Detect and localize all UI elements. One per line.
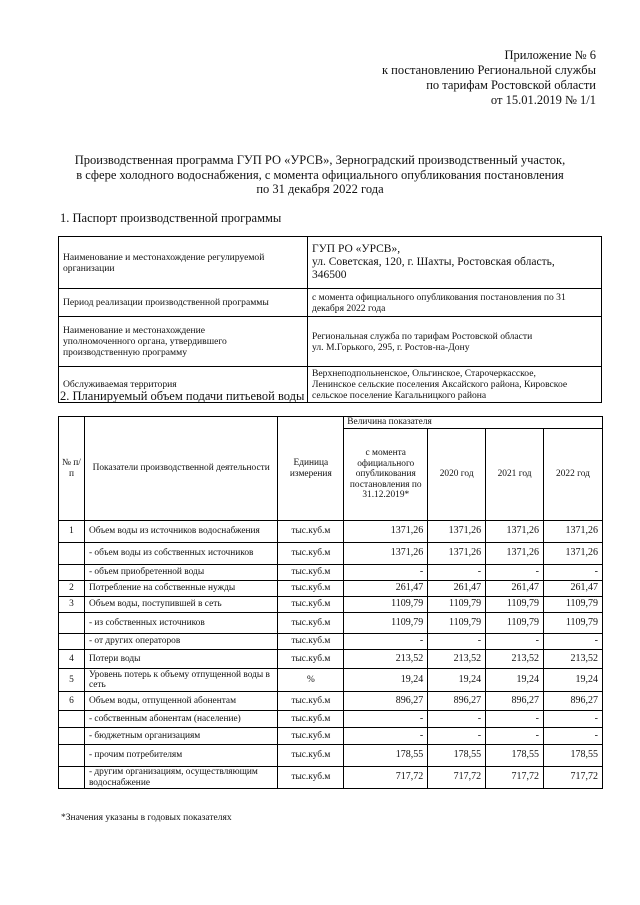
appendix-line-2: к постановлению Региональной службы [381,63,596,77]
table-row [59,565,603,581]
cell-value-period-0: 1109,79 [344,597,428,613]
cell-num [59,634,85,650]
table-row [59,767,603,789]
cell-num [59,565,85,581]
cell-value-2022: 213,52 [544,650,603,669]
table-row [59,692,603,711]
cell-num [59,711,85,728]
title-line-1: Производственная программа ГУП РО «УРСВ», Зерноградский производственный участок, [74,153,566,167]
passport-value-line: Региональная служба по тарифам Ростовской области [312,330,533,342]
cell-indicator: Уровень потерь к объему отпущенной воды в сеть [84,669,277,692]
cell-value-period-0: 1371,26 [344,521,428,543]
cell-unit: тыс.куб.м [278,543,344,565]
cell-num: 2 [59,581,85,597]
cell-value-2022: 1371,26 [544,543,603,565]
cell-value-2020: 178,55 [428,745,486,767]
header-2021: 2021 год [486,429,544,521]
footnote: *Значения указаны в годовых показателях [61,813,232,823]
table-row [59,745,603,767]
cell-value-2020: 1371,26 [428,521,486,543]
table-row [59,597,603,613]
cell-unit: тыс.куб.м [278,521,344,543]
passport-value [308,317,602,367]
cell-value-2022: - [544,565,603,581]
cell-indicator: - другим организациям, осуществляющим водоснабжение [84,767,277,789]
header-2022: 2022 год [544,429,603,521]
cell-unit: тыс.куб.м [278,634,344,650]
passport-value-line: 346500 [312,269,347,281]
cell-indicator: Объем воды, поступившей в сеть [84,597,277,613]
cell-indicator: - бюджетным организациям [84,728,277,745]
cell-value-2020: 896,27 [428,692,486,711]
cell-value-2021: 178,55 [486,745,544,767]
passport-value-line: ул. М.Горького, 295, г. Ростов-на-Дону [312,341,470,353]
water-volume-table [58,416,603,789]
cell-value-period-0: 717,72 [344,767,428,789]
passport-row-authority [59,317,602,367]
cell-value-2020: 717,72 [428,767,486,789]
appendix-line-3: по тарифам Ростовской области [426,78,596,92]
table-row [59,711,603,728]
cell-num [59,613,85,634]
cell-value-period-0: 19,24 [344,669,428,692]
table-row [59,634,603,650]
cell-value-2021: 1371,26 [486,543,544,565]
table-row [59,669,603,692]
section-2-heading: 2. Планируемый объем подачи питьевой воды [60,389,305,403]
passport-label-line: Наименование и местонахождение [63,325,206,336]
cell-unit: тыс.куб.м [278,692,344,711]
cell-num: 5 [59,669,85,692]
cell-value-period-0: - [344,634,428,650]
table-row [59,581,603,597]
cell-value-period-0: - [344,711,428,728]
passport-value-line: с момента официального опубликования постановления по 31 [312,291,566,303]
cell-value-2020: 213,52 [428,650,486,669]
header-value: Величина показателя [344,417,603,429]
cell-value-period-0: - [344,565,428,581]
cell-unit: тыс.куб.м [278,711,344,728]
cell-value-2022: - [544,728,603,745]
cell-value-2020: 1371,26 [428,543,486,565]
passport-value-line: ул. Советская, 120, г. Шахты, Ростовская область, [312,256,555,268]
table-header-row [59,417,603,429]
cell-unit: тыс.куб.м [278,565,344,581]
header-num: № п/п [59,417,85,521]
header-2020: 2020 год [428,429,486,521]
header-period-0: с момента официального опубликования постановления по 31.12.2019* [344,429,428,521]
title-line-2: в сфере холодного водоснабжения, с момента официального опубликования постановления [76,167,564,182]
cell-indicator: - из собственных источников [84,613,277,634]
passport-value [308,367,602,403]
title-line-3: по 31 декабря 2022 года [256,182,384,196]
passport-value-line: Верхнеподпольненское, Ольгинское, Старочеркасское, [312,368,536,379]
cell-value-2022: 1371,26 [544,521,603,543]
passport-label: Период реализации производственной программы [59,289,308,317]
cell-unit: тыс.куб.м [278,745,344,767]
cell-value-2021: - [486,634,544,650]
cell-unit: тыс.куб.м [278,597,344,613]
cell-num [59,543,85,565]
cell-value-2022: 19,24 [544,669,603,692]
cell-value-2021: 1109,79 [486,613,544,634]
cell-value-2022: 896,27 [544,692,603,711]
table-row [59,543,603,565]
cell-unit: % [278,669,344,692]
passport-label-line: производственную программу [63,347,187,358]
cell-value-2021: - [486,565,544,581]
passport-label-line: уполномоченного органа, утвердившего [63,336,227,347]
cell-value-period-0: - [344,728,428,745]
cell-value-2020: 261,47 [428,581,486,597]
cell-value-2021: 261,47 [486,581,544,597]
cell-indicator: - собственным абонентам (население) [84,711,277,728]
cell-value-period-0: 213,52 [344,650,428,669]
cell-value-2021: 1109,79 [486,597,544,613]
cell-value-period-0: 1371,26 [344,543,428,565]
cell-num: 6 [59,692,85,711]
cell-num [59,767,85,789]
header-unit: Единица измерения [278,417,344,521]
cell-value-2021: 213,52 [486,650,544,669]
cell-num: 1 [59,521,85,543]
cell-value-2020: - [428,711,486,728]
cell-unit: тыс.куб.м [278,650,344,669]
cell-unit: тыс.куб.м [278,728,344,745]
passport-table [58,236,602,403]
appendix-line-4: от 15.01.2019 № 1/1 [490,93,596,107]
table-row [59,613,603,634]
cell-indicator: Потери воды [84,650,277,669]
cell-value-2021: 1371,26 [486,521,544,543]
cell-value-2021: - [486,711,544,728]
cell-value-2021: 717,72 [486,767,544,789]
cell-value-period-0: 178,55 [344,745,428,767]
header-indicator: Показатели производственной деятельности [84,417,277,521]
cell-value-period-0: 896,27 [344,692,428,711]
cell-indicator: - объем воды из собственных источников [84,543,277,565]
cell-value-2022: 1109,79 [544,597,603,613]
passport-value-line: ГУП РО «УРСВ», [312,243,401,255]
cell-value-2020: - [428,728,486,745]
cell-value-period-0: 261,47 [344,581,428,597]
table-row [59,650,603,669]
cell-unit: тыс.куб.м [278,613,344,634]
passport-value [308,289,602,317]
passport-label [59,317,308,367]
cell-value-2020: - [428,565,486,581]
cell-value-period-0: 1109,79 [344,613,428,634]
table-body [59,521,603,789]
cell-indicator: Потребление на собственные нужды [84,581,277,597]
cell-value-2021: 896,27 [486,692,544,711]
cell-num [59,728,85,745]
passport-label: Наименование и местонахождение регулируемой организации [59,237,308,289]
appendix-header [382,48,596,108]
cell-indicator: Объем воды, отпущенной абонентам [84,692,277,711]
cell-indicator: Объем воды из источников водоснабжения [84,521,277,543]
cell-value-2022: 717,72 [544,767,603,789]
passport-value-line: Ленинское сельские поселения Аксайского района, Кировское [312,379,568,390]
cell-indicator: - от других операторов [84,634,277,650]
cell-num: 4 [59,650,85,669]
cell-value-2021: - [486,728,544,745]
cell-value-2021: 19,24 [486,669,544,692]
passport-label: Обслуживаемая территория [59,367,308,403]
passport-value-line: сельское поселение Кагальницкого района [312,390,487,401]
cell-value-2022: 261,47 [544,581,603,597]
passport-value [308,237,602,289]
section-1-heading: 1. Паспорт производственной программы [60,211,282,225]
passport-row-organization [59,237,602,289]
passport-value-line: декабря 2022 года [312,302,386,314]
cell-value-2022: 178,55 [544,745,603,767]
cell-value-2020: 19,24 [428,669,486,692]
cell-value-2022: - [544,711,603,728]
cell-unit: тыс.куб.м [278,581,344,597]
cell-value-2022: - [544,634,603,650]
appendix-line-1: Приложение № 6 [504,48,596,62]
table-row [59,728,603,745]
cell-indicator: - прочим потребителям [84,745,277,767]
cell-value-2022: 1109,79 [544,613,603,634]
cell-num: 3 [59,597,85,613]
passport-row-period [59,289,602,317]
cell-value-2020: - [428,634,486,650]
document-title [40,153,600,197]
table-row [59,521,603,543]
cell-value-2020: 1109,79 [428,613,486,634]
cell-indicator: - объем приобретенной воды [84,565,277,581]
cell-value-2020: 1109,79 [428,597,486,613]
cell-unit: тыс.куб.м [278,767,344,789]
cell-num [59,745,85,767]
